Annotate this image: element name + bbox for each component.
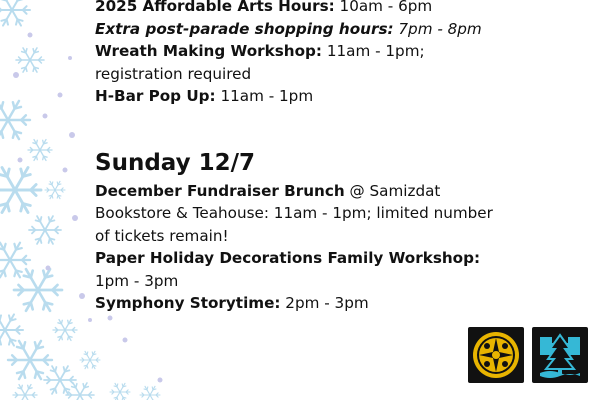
snowflake-icon bbox=[110, 383, 130, 400]
snow-dot bbox=[63, 168, 68, 173]
snowflake-icon bbox=[45, 181, 65, 198]
snowflake-icon bbox=[140, 386, 160, 400]
affordable-arts-hours: 2025 Affordable Arts Hours: 10am - 6pm bbox=[95, 0, 433, 15]
snow-dot bbox=[58, 93, 63, 98]
snow-dot bbox=[13, 72, 19, 78]
snow-dot bbox=[108, 316, 113, 321]
event-schedule bbox=[95, 0, 535, 315]
fundraiser-brunch: December Fundraiser Brunch @ Samizdat bbox=[95, 181, 441, 200]
paper-decorations-workshop: Paper Holiday Decorations Family Workshop: bbox=[95, 249, 481, 267]
snowflake-icon bbox=[0, 243, 30, 278]
snow-dot bbox=[123, 338, 128, 343]
snow-dot bbox=[18, 158, 23, 163]
snow-dot bbox=[28, 33, 33, 38]
snowflake-icon bbox=[44, 366, 76, 394]
fundraiser-brunch-tickets: of tickets remain! bbox=[95, 226, 229, 245]
wreath-making-workshop: Wreath Making Workshop: 11am - 1pm; bbox=[95, 42, 425, 60]
snowflake-icon bbox=[13, 385, 37, 400]
fundraiser-brunch-details: Bookstore & Teahouse: 11am - 1pm; limited number bbox=[95, 204, 493, 222]
h-bar-pop-up: H-Bar Pop Up: 11am - 1pm bbox=[95, 87, 314, 105]
snowflake-icon bbox=[14, 269, 62, 311]
snowflake-icon bbox=[16, 48, 44, 72]
symphony-storytime: Symphony Storytime: 2pm - 3pm bbox=[95, 294, 369, 312]
tree-logo-icon bbox=[532, 327, 588, 383]
snowflake-icon bbox=[0, 0, 30, 26]
snow-dot bbox=[158, 378, 163, 383]
snowflake-icon bbox=[0, 101, 30, 139]
wreath-registration-note: registration required bbox=[95, 64, 252, 83]
snowflake-icon bbox=[53, 320, 77, 341]
snow-dot bbox=[69, 132, 75, 138]
snowflake-icon bbox=[28, 140, 52, 161]
snow-dot bbox=[72, 215, 78, 221]
gold-seal-logo-icon bbox=[468, 327, 524, 383]
post-parade-shopping-hours: Extra post-parade shopping hours: 7pm - 8pm bbox=[95, 19, 482, 38]
paper-decorations-time: 1pm - 3pm bbox=[95, 271, 179, 290]
snow-dot bbox=[79, 293, 85, 299]
snowflake-icon bbox=[66, 383, 94, 400]
snow-dot bbox=[88, 318, 92, 322]
sunday-heading: Sunday 12/7 bbox=[95, 149, 256, 176]
snow-dot bbox=[68, 56, 72, 60]
snowflake-icon bbox=[80, 351, 100, 368]
snowflake-icon bbox=[29, 216, 61, 244]
snowflake-icon bbox=[0, 168, 41, 213]
snow-dot bbox=[43, 114, 48, 119]
snowflake-icon bbox=[8, 341, 52, 379]
snow-dot bbox=[46, 266, 51, 271]
